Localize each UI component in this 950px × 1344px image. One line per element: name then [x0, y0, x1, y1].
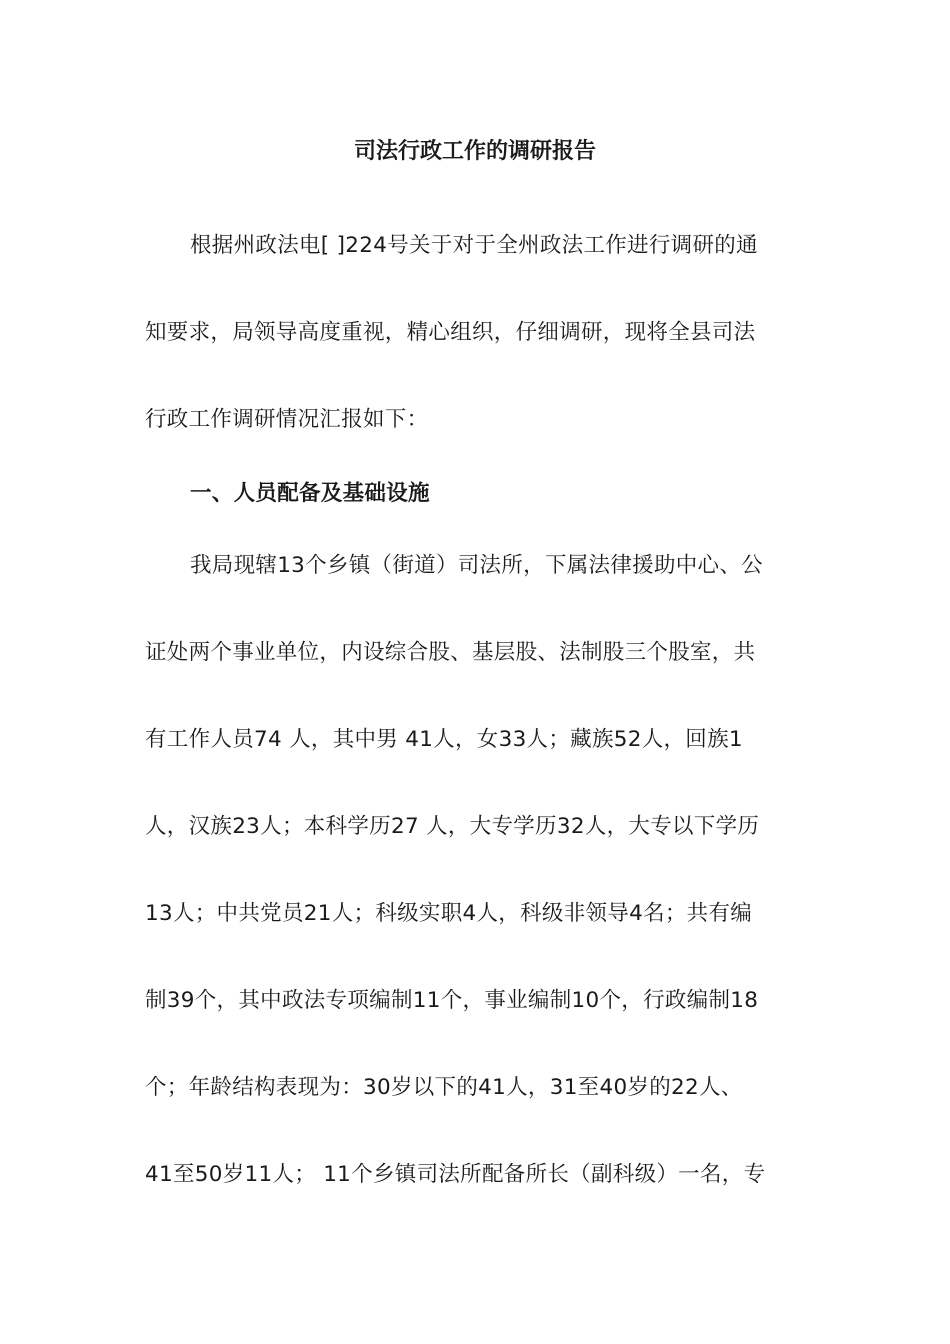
paragraph-line: 个；年龄结构表现为：30岁以下的41人，31至40岁的22人、	[145, 1075, 743, 1100]
document-title: 司法行政工作的调研报告	[353, 139, 596, 164]
paragraph-line: 根据州政法电[ ]224号关于对于全州政法工作进行调研的通	[190, 233, 758, 258]
paragraph-line: 我局现辖13个乡镇（街道）司法所，下属法律援助中心、公	[190, 553, 763, 578]
paragraph-line: 行政工作调研情况汇报如下：	[145, 407, 429, 432]
paragraph-line: 知要求，局领导高度重视，精心组织，仔细调研，现将全县司法	[145, 320, 756, 345]
paragraph-line: 13人；中共党员21人；科级实职4人，科级非领导4名；共有编	[145, 901, 753, 926]
paragraph-line: 有工作人员74 人，其中男 41人，女33人；藏族52人，回族1	[145, 727, 743, 752]
paragraph-line: 人，汉族23人；本科学历27 人，大专学历32人，大专以下学历	[145, 814, 760, 839]
paragraph-line: 41至50岁11人； 11个乡镇司法所配备所长（副科级）一名，专	[145, 1162, 766, 1187]
section-heading: 一、人员配备及基础设施	[190, 481, 430, 506]
paragraph-line: 证处两个事业单位，内设综合股、基层股、法制股三个股室，共	[145, 640, 756, 665]
paragraph-line: 制39个，其中政法专项编制11个，事业编制10个，行政编制18	[145, 988, 759, 1013]
